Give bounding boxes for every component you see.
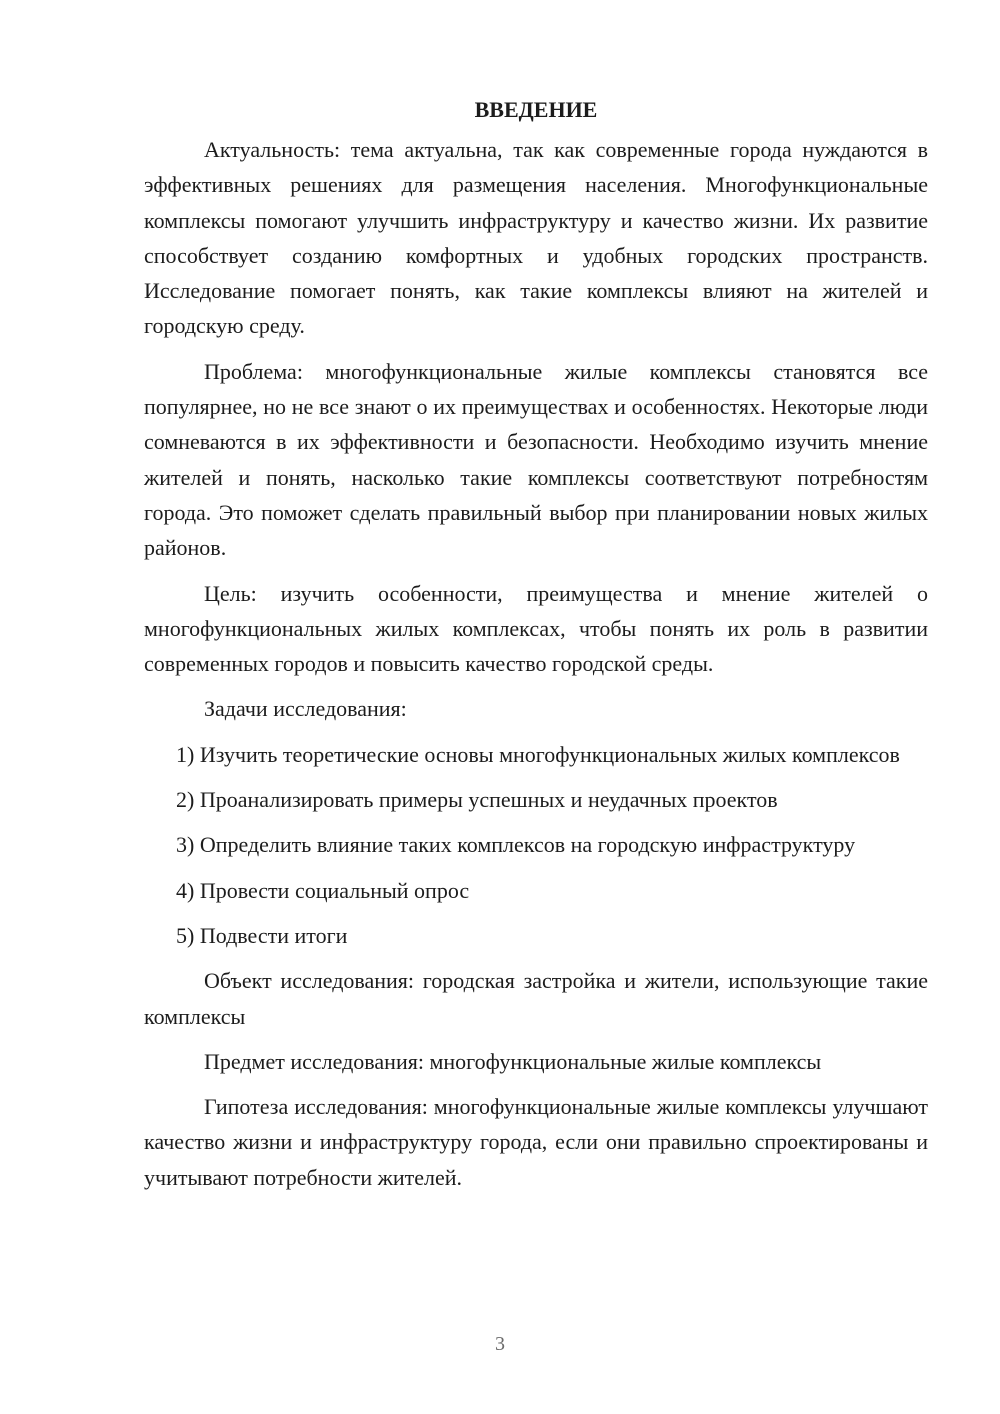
task-item-4: 4) Провести социальный опрос (176, 877, 470, 903)
document-page (144, 96, 928, 1205)
goal-paragraph: Цель: изучить особенности, преимущества и мнение жителей о многофункциональных жилых комплексах, чтобы понять их роль в развитии современных городов и повысить качество городской среды. (144, 580, 928, 677)
tasks-heading: Задачи исследования: (204, 696, 407, 722)
problem-paragraph: Проблема: многофункциональные жилые комплексы становятся все популярнее, но не все знают о их преимуществах и особенностях. Некоторые люди сомневаются в их эффективности и безопасности. Необходимо изучить мнение жителей и понять, насколько такие комплексы соответствуют потребностям города. Это поможет сделать правильный выбор при планировании новых жилых районов. (144, 358, 928, 561)
object-paragraph: Объект исследования: городская застройка и жители, использующие такие комплексы (144, 968, 928, 1029)
relevance-paragraph: Актуальность: тема актуальна, так как современные города нуждаются в эффективных решениях для размещения населения. Многофункциональные комплексы помогают улучшить инфраструктуру и качество жизни. Их развитие способствует созданию комфортных и удобных городских пространств. Исследование помогает понять, как такие комплексы влияют на жителей и городскую среду. (144, 137, 928, 339)
task-item-2: 2) Проанализировать примеры успешных и неудачных проектов (176, 787, 778, 813)
task-item-1: 1) Изучить теоретические основы многофункциональных жилых комплексов (176, 741, 900, 767)
hypothesis-paragraph: Гипотеза исследования: многофункциональные жилые комплексы улучшают качество жизни и инфраструктуру города, если они правильно спроектированы и учитывают потребности жителей. (144, 1094, 928, 1190)
section-title: ВВЕДЕНИЕ (474, 97, 598, 122)
task-item-5: 5) Подвести итоги (176, 922, 348, 948)
page-number: 3 (495, 1333, 505, 1355)
subject-paragraph: Предмет исследования: многофункциональные жилые комплексы (204, 1048, 822, 1074)
task-item-3: 3) Определить влияние таких комплексов на городскую инфраструктуру (176, 832, 856, 858)
